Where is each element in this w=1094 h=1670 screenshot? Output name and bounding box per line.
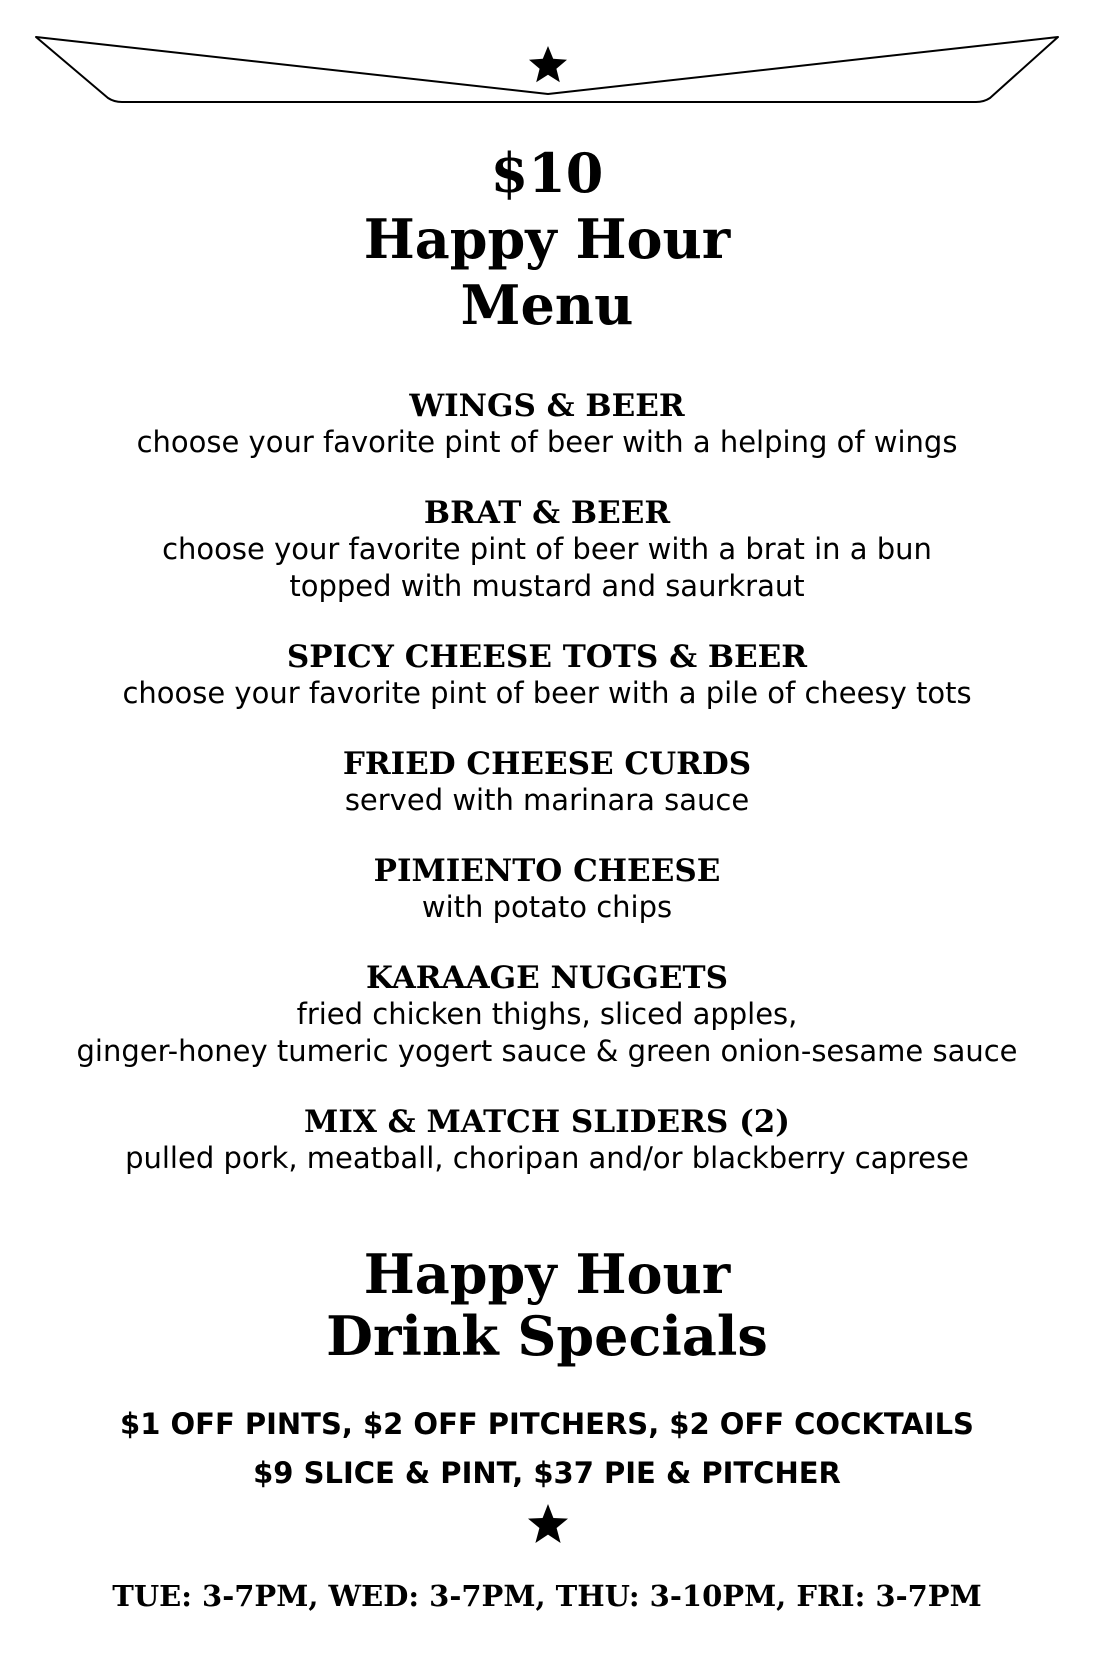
item-description: choose your favorite pint of beer with a helping of wings — [136, 425, 958, 459]
menu-item-karaage-nuggets — [0, 960, 1094, 1070]
menu-item-sliders — [0, 1104, 1094, 1177]
drink-special-line: $1 OFF PINTS, $2 OFF PITCHERS, $2 OFF COCKTAILS — [120, 1407, 974, 1441]
item-name: FRIED CHEESE CURDS — [342, 746, 752, 782]
happy-hour-times: TUE: 3-7PM, WED: 3-7PM, THU: 3-10PM, FRI: 3-7PM — [112, 1579, 982, 1613]
menu-title — [0, 140, 1094, 338]
item-name: BRAT & BEER — [423, 495, 671, 531]
drinks-title — [0, 1243, 1094, 1367]
menu-item-fried-cheese-curds — [0, 746, 1094, 819]
star-icon — [529, 46, 567, 82]
item-description: pulled pork, meatball, choripan and/or blackberry caprese — [125, 1141, 969, 1175]
drink-specials — [0, 1400, 1094, 1498]
item-description: served with marinara sauce — [344, 783, 750, 817]
menu-item-pimiento-cheese — [0, 853, 1094, 926]
item-name: KARAAGE NUGGETS — [366, 960, 728, 996]
menu-item-spicy-cheese-tots — [0, 639, 1094, 712]
item-description: choose your favorite pint of beer with a pile of cheesy tots — [122, 676, 972, 710]
item-description: with potato chips — [421, 890, 673, 924]
drinks-title-line-1: Happy Hour — [363, 1242, 731, 1306]
menu-items — [0, 388, 1094, 1211]
title-price: $10 — [490, 141, 604, 205]
title-line-3: Menu — [460, 273, 634, 337]
drinks-title-line-2: Drink Specials — [326, 1304, 768, 1368]
menu-item-wings-beer — [0, 388, 1094, 461]
item-name: PIMIENTO CHEESE — [373, 853, 721, 889]
item-name: SPICY CHEESE TOTS & BEER — [286, 639, 808, 675]
star-icon — [526, 1503, 570, 1545]
drink-special-line: $9 SLICE & PINT, $37 PIE & PITCHER — [253, 1456, 841, 1490]
menu-item-brat-beer — [0, 495, 1094, 605]
item-name: MIX & MATCH SLIDERS (2) — [304, 1104, 790, 1140]
item-description: choose your favorite pint of beer with a brat in a bun — [162, 532, 932, 566]
item-description: topped with mustard and saurkraut — [289, 569, 805, 603]
top-banner-ornament — [30, 32, 1064, 112]
item-name: WINGS & BEER — [409, 388, 685, 424]
item-description: ginger-honey tumeric yogert sauce & green onion-sesame sauce — [76, 1034, 1018, 1068]
title-line-2: Happy Hour — [363, 207, 731, 271]
item-description: fried chicken thighs, sliced apples, — [296, 997, 798, 1031]
